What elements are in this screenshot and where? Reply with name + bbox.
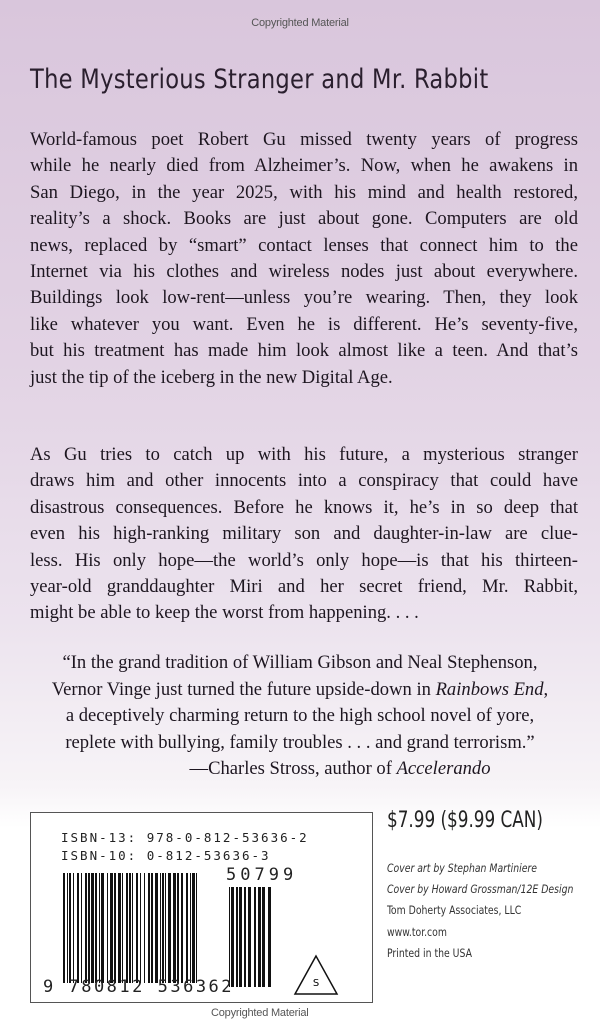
barcode-bar bbox=[248, 887, 251, 987]
website-link[interactable]: www.tor.com bbox=[387, 925, 447, 939]
barcode-bar bbox=[99, 873, 100, 983]
barcode-bar bbox=[63, 873, 65, 983]
barcode-bar bbox=[148, 873, 150, 983]
printed-in: Printed in the USA bbox=[387, 946, 472, 960]
barcode-bar bbox=[173, 873, 176, 983]
text-line: but his treatment has made him look almost like a teen. And that’s bbox=[30, 340, 578, 362]
barcode-bar bbox=[126, 873, 128, 983]
barcode-bar bbox=[229, 887, 230, 987]
book-title: Rainbows End bbox=[435, 678, 544, 700]
barcode-bar bbox=[95, 873, 97, 983]
text-line: like whatever you want. Even he is different. He’s seventy-five, bbox=[30, 313, 578, 335]
barcode-bar bbox=[107, 873, 108, 983]
attribution-book: Accelerando bbox=[396, 758, 491, 780]
barcode-bar bbox=[181, 873, 183, 983]
barcode-bar bbox=[73, 873, 74, 983]
barcode-bar bbox=[88, 873, 90, 983]
barcode-bar bbox=[186, 873, 188, 983]
barcode-bar bbox=[165, 873, 166, 983]
barcode-bar bbox=[258, 887, 261, 987]
text-line: less. His only hope—the world’s only hope—is that his thirteen- bbox=[30, 549, 578, 571]
quote-text: Vernor Vinge just turned the future upside-down in bbox=[51, 678, 436, 700]
barcode-bar bbox=[132, 873, 133, 983]
barcode-bar bbox=[160, 873, 161, 983]
text-line: news, replaced by “smart” contact lenses that connect him to the bbox=[30, 234, 578, 256]
description-paragraph-1 bbox=[30, 127, 578, 391]
barcode-bar bbox=[110, 873, 113, 983]
barcode-bar bbox=[155, 873, 158, 983]
barcode-bar bbox=[231, 887, 234, 987]
barcode-bar bbox=[254, 887, 256, 987]
text-line: year-old granddaughter Miri and her secret friend, Mr. Rabbit, bbox=[30, 575, 578, 597]
barcode-bar bbox=[244, 887, 246, 987]
barcode-bar bbox=[67, 873, 68, 983]
cover-design-credit: Cover by Howard Grossman/12E Design bbox=[387, 882, 574, 896]
isbn-13: ISBN-13: 978-0-812-53636-2 bbox=[61, 830, 309, 845]
barcode-bar bbox=[81, 873, 82, 983]
barcode-bar bbox=[91, 873, 94, 983]
text-line: disastrous consequences. Before he knows it, he’s in so deep that bbox=[30, 496, 578, 518]
review-quote bbox=[0, 650, 600, 783]
quote-text: , bbox=[543, 678, 549, 700]
barcode-digits: 9 780812 536362 bbox=[43, 977, 235, 997]
cover-art-credit: Cover art by Stephan Martiniere bbox=[387, 861, 537, 875]
price-code-digits: 50799 bbox=[226, 865, 298, 885]
quote-line bbox=[0, 677, 600, 704]
copyright-watermark: Copyrighted Material bbox=[251, 17, 349, 29]
quote-attribution bbox=[0, 756, 600, 783]
isbn-10: ISBN-10: 0-812-53636-3 bbox=[61, 848, 271, 863]
barcode-bar bbox=[239, 887, 242, 987]
barcode-bar bbox=[177, 873, 179, 983]
barcode-bar bbox=[268, 887, 271, 987]
text-line: As Gu tries to catch up with his future, a mysterious stranger bbox=[30, 444, 578, 465]
barcode-bar bbox=[114, 873, 116, 983]
barcode-bar bbox=[190, 873, 191, 983]
barcode-bar bbox=[129, 873, 131, 983]
barcode-bar bbox=[85, 873, 87, 983]
price: $7.99 ($9.99 CAN) bbox=[387, 808, 543, 833]
text-line: Internet via his clothes and wireless nodes just about everywhere. bbox=[30, 260, 578, 282]
quote-line: a deceptively charming return to the high school novel of yore, bbox=[65, 705, 535, 727]
barcode-bar bbox=[140, 873, 141, 983]
barcode-bar bbox=[144, 873, 145, 983]
triangle-letter: S bbox=[312, 978, 320, 989]
text-line: San Diego, in the year 2025, with his mind and health restored, bbox=[30, 181, 578, 203]
barcode-bar bbox=[69, 873, 71, 983]
text-line: draws him and other innocents into a conspiracy that could have bbox=[30, 470, 578, 492]
text-line: might be able to keep the worst from happening. . . . bbox=[30, 602, 419, 624]
barcode-bar bbox=[262, 887, 265, 987]
text-line: while he nearly died from Alzheimer’s. Now, when he awakens in bbox=[30, 155, 578, 177]
barcode-bar bbox=[77, 873, 79, 983]
text-line: Buildings look low-rent—unless you’re wearing. Then, they look bbox=[30, 287, 578, 309]
barcode-bar bbox=[192, 873, 195, 983]
text-line: even his high-ranking military son and daughter-in-law are clue- bbox=[30, 523, 578, 545]
barcode-bar bbox=[136, 873, 138, 983]
barcode-bar bbox=[236, 887, 238, 987]
quote-line: replete with bullying, family troubles . . . and grand terrorism.” bbox=[65, 731, 535, 753]
quote-line: “In the grand tradition of William Gibson and Neal Stephenson, bbox=[62, 652, 538, 673]
barcode-bar bbox=[151, 873, 153, 983]
barcode-bar bbox=[196, 873, 197, 983]
text-line: reality’s a shock. Books are just about gone. Computers are old bbox=[30, 208, 578, 230]
barcode-image bbox=[31, 813, 374, 1004]
text-line: World-famous poet Robert Gu missed twenty years of progress bbox=[30, 129, 578, 150]
barcode-bar bbox=[122, 873, 123, 983]
barcode-bar bbox=[101, 873, 104, 983]
barcode-bar bbox=[162, 873, 164, 983]
publisher: Tom Doherty Associates, LLC bbox=[387, 903, 522, 917]
barcode-bar bbox=[118, 873, 121, 983]
copyright-watermark-bottom: Copyrighted Material bbox=[211, 1007, 309, 1019]
description-paragraph-2 bbox=[30, 442, 578, 627]
attribution-text: —Charles Stross, author of bbox=[189, 758, 397, 780]
barcode-box bbox=[30, 812, 373, 1003]
barcode-bar bbox=[168, 873, 171, 983]
text-line: just the tip of the iceberg in the new Digital Age. bbox=[30, 366, 393, 388]
section-title: The Mysterious Stranger and Mr. Rabbit bbox=[30, 64, 489, 95]
